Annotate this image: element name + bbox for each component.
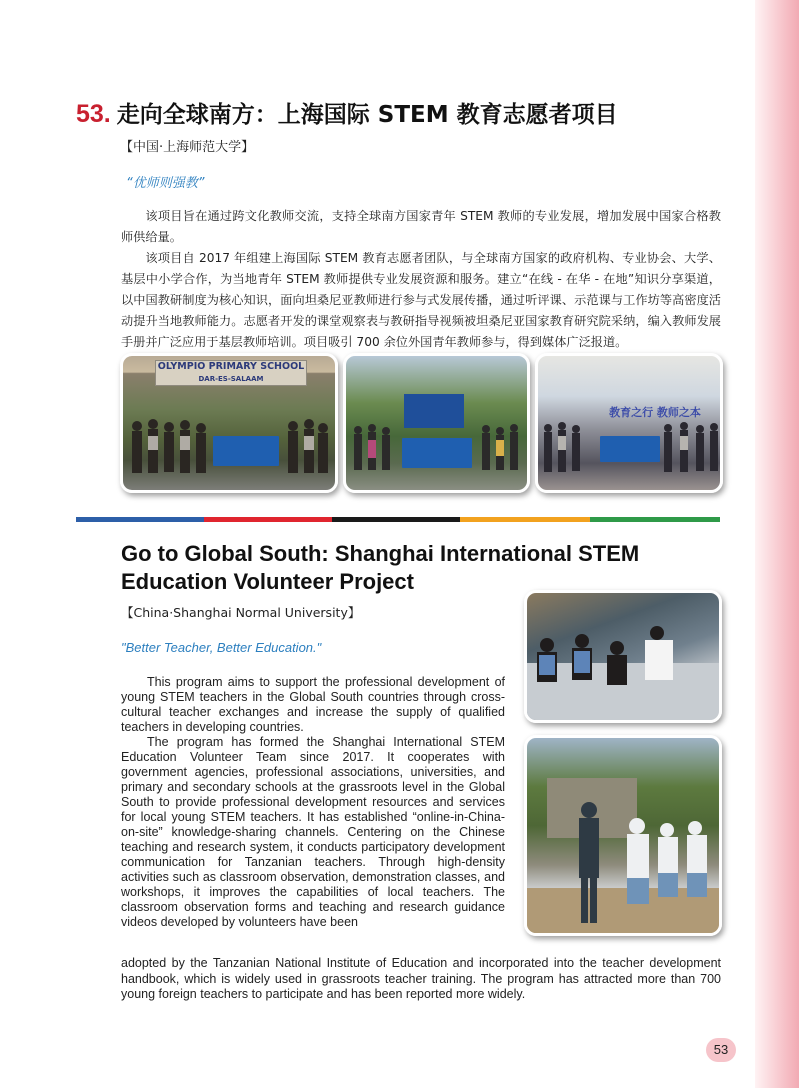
photo-outdoor-group — [343, 353, 530, 493]
chinese-motto: “优师则强教” — [126, 176, 205, 191]
entry-number: 53. — [76, 100, 111, 128]
chinese-institution: 【中国·上海师范大学】 — [120, 140, 255, 155]
project-banner — [402, 438, 472, 468]
english-institution: 【China·Shanghai Normal University】 — [121, 605, 361, 620]
english-paragraph: This program aims to support the professional development of young STEM teachers in the Global South countries through cross-cultural teacher exchanges and increase the supply of qualified teachers in developing countries. — [121, 675, 505, 734]
english-title: Go to Global South: Shanghai International STEM Education Volunteer Project — [121, 541, 640, 594]
english-motto: "Better Teacher, Better Education." — [121, 640, 322, 655]
english-paragraph-continued: adopted by the Tanzanian National Institute of Education and incorporated into the teacher development handbook, which is widely used in grassroots teacher training. The program has attracted more than 700 young foreign teachers to participate and has been reported more widely. — [121, 956, 721, 1001]
school-sign-city: DAR-ES-SALAAM — [198, 375, 264, 383]
photo-classroom — [524, 590, 722, 723]
people-silhouettes — [123, 356, 335, 490]
people-silhouettes — [538, 356, 720, 490]
event-backdrop — [404, 394, 464, 428]
chinese-heading — [76, 96, 618, 130]
project-banner — [600, 436, 660, 462]
side-pink-band — [755, 0, 799, 1088]
schoolyard-scene — [527, 738, 719, 933]
chinese-title: 走向全球南方：上海国际 STEM 教育志愿者项目 — [116, 102, 618, 128]
project-banner — [213, 436, 279, 466]
photo-schoolyard — [524, 735, 722, 936]
school-sign-name: OLYMPIO PRIMARY SCHOOL — [157, 361, 305, 372]
chinese-body — [121, 206, 721, 353]
chinese-paragraph: 该项目自 2017 年组建上海国际 STEM 教育志愿者团队，与全球南方国家的政府机构、专业协会、大学、基层中小学合作，为当地青年 STEM 教师提供专业发展资源和服务。建立“在线 - 在华 - 在地”知识分享渠道，以中国教研制度为核心知识，面向坦桑尼亚教师进行参与式发展传播，通过听评课、示范课与工作坊等高密度活动提升当地教师能力。志愿者开发的课堂观察表与教研指导视频被坦桑尼亚国家教育研究院采纳，编入教师发展手册并广泛应用于基层教师培训。项目吸引 700 余位外国青年教师参与，得到媒体广泛报道。 — [121, 251, 721, 349]
chinese-paragraph: 该项目旨在通过跨文化教师交流，支持全球南方国家青年 STEM 教师的专业发展，增加发展中国家合格教师供给量。 — [121, 209, 721, 244]
photo-indoor-group — [535, 353, 723, 493]
wall-calligraphy: 教育之行 教师之本 — [609, 406, 701, 419]
english-body — [121, 675, 505, 930]
photo-school-group — [120, 353, 338, 493]
english-paragraph: The program has formed the Shanghai International STEM Education Volunteer Team since 2017. It cooperates with government agencies, professional associations, universities, and primary and secondary schools at the grassroots level in the Global South to provide professional development resources and services for local young STEM teachers. It has established “online-in-China-on-site” knowledge-sharing channels. Centering on the Chinese teaching and research system, it conducts participatory development communication for Tanzanian teachers. Through high-density activities such as classroom observation, demonstration classes, and workshops, it improves the capabilities of local teachers. The classroom observation forms and teaching and research guidance videos developed by volunteers have been — [121, 735, 505, 929]
classroom-scene — [527, 593, 719, 720]
page-number: 53 — [706, 1038, 736, 1062]
color-divider — [76, 517, 720, 522]
